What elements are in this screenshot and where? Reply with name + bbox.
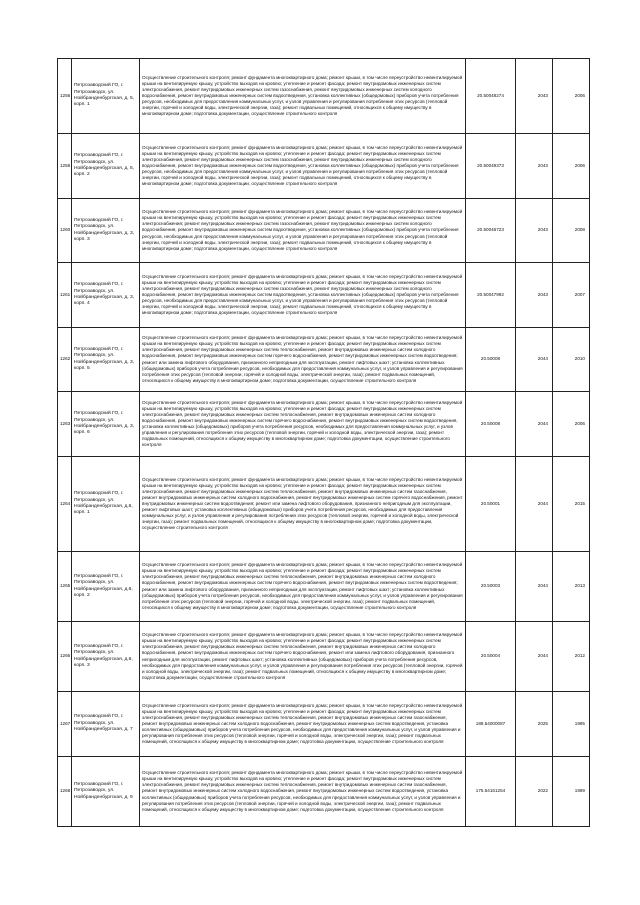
table-row <box>58 59 590 134</box>
repair-year-cell: 2022 <box>516 757 553 827</box>
works-description-cell: Осуществление строительного контроля; ремонт фундамента многоквартирного дома; ремонт крыши, в том числе переустройство невентилируемой крыши на вентилируемую крышу, устройство выходов на кровлю; утепление и ремонт фасада; ремонт внутридомовых инженерных систем электроснабжения, ремонт внутридомовых инженерных систем теплоснабжения, ремонт внутридомовых инженерных систем холодного водоснабжения, ремонт внутридомовых инженерных систем горячего водоснабжения, ремонт внутридомовых инженерных систем водоотведения, установка коллективных (общедомовых) приборов учета потребления ресурсов, необходимых для предоставления коммунальных услуг, и узлов управления и регулирования потребления этих ресурсов (тепловой энергии, горячей и холодной воды, электрической энергии, газа); ремонт подвальных помещений, относящихся к общему имуществу в многоквартирном доме; подготовка документации, осуществление строительного контроля <box>140 392 466 457</box>
address-cell: Петрозаводский ГО, г. Петрозаводск, ул. Нойбранденбургская, д. 5, корп. 2 <box>72 134 140 199</box>
building-code-cell: 20.50004 <box>466 622 516 692</box>
repair-year-cell: 2044 <box>516 622 553 692</box>
address-cell: Петрозаводский ГО, г. Петрозаводск, ул. Нойбранденбургская, д.6, корп. 3 <box>72 622 140 692</box>
table-body <box>58 59 590 827</box>
table-row <box>58 328 590 392</box>
build-year-cell: 2015 <box>553 457 590 552</box>
works-description-cell: Осуществление строительного контроля; ремонт фундамента многоквартирного дома; ремонт крыши, в том числе переустройство невентилируемой крыши на вентилируемую крышу, устройство выходов на кровлю; утепление и ремонт фасада; ремонт внутридомовых инженерных систем электроснабжения, ремонт внутридомовых инженерных систем теплоснабжения, ремонт внутридомовых инженерных систем газоснабжения, ремонт внутридомовых инженерных систем холодного водоснабжения, ремонт внутридомовых инженерных систем горячего водоснабжения, ремонт внутридомовых инженерных систем водоотведения; ремонт или замена лифтового оборудования, признанного непригодным для эксплуатации, ремонт лифтовых шахт; установка коллективных (общедомовых) приборов учета потребления ресурсов, необходимых для предоставления коммунальных услуг, и узлов управления и регулирования потребления этих ресурсов (тепловой энергии, горячей и холодной воды, электрической энергии, газа); ремонт подвальных помещений, относящихся к общему имуществу в многоквартирном доме; подготовка документации, осуществление строительного контроля <box>140 457 466 552</box>
works-description-cell: Осуществление строительного контроля; ремонт фундамента многоквартирного дома; ремонт крыши, в том числе переустройство невентилируемой крыши на вентилируемую крышу, устройство выходов на кровлю; утепление и ремонт фасада; ремонт внутридомовых инженерных систем электроснабжения; ремонт внутридомовых инженерных систем газоснабжения, ремонт внутридомовых инженерных систем холодного водоснабжения, ремонт внутридомовых инженерных систем водоотведения, установка коллективных (общедомовых) приборов учета потребления ресурсов, необходимых для предоставления коммунальных услуг, и узлов управления и регулирования потребления этих ресурсов (тепловой энергии, горячей и холодной воды, электрической энергии, газа); ремонт подвальных помещений, относящихся к общему имуществу в многоквартирном доме; подготовка документации, осуществление строительного контроля <box>140 199 466 263</box>
build-year-cell: 2006 <box>553 59 590 134</box>
works-description-cell: Осуществление строительного контроля; ремонт фундамента многоквартирного дома; ремонт крыши, в том числе переустройство невентилируемой крыши на вентилируемую крышу, устройство выходов на кровлю; утепление и ремонт фасада; ремонт внутридомовых инженерных систем электроснабжения, ремонт внутридомовых инженерных систем теплоснабжения, ремонт внутридомовых инженерных систем газоснабжения, ремонт внутридомовых инженерных систем холодного водоснабжения, ремонт внутридомовых инженерных систем водоотведения, установка коллективных (общедомовых) приборов учета потребления ресурсов, необходимых для предоставления коммунальных услуг, и узлов управления и регулирования потребления этих ресурсов (тепловой энергии, горячей и холодной воды, электрической энергии, газа); ремонт подвальных помещений, относящихся к общему имуществу в многоквартирном доме; подготовка документации, осуществление строительного контроля <box>140 757 466 827</box>
table-row <box>58 552 590 622</box>
address-cell: Петрозаводский ГО, г. Петрозаводск, ул. Нойбранденбургская, д.6, корп. 2 <box>72 552 140 622</box>
build-year-cell: 1989 <box>553 757 590 827</box>
works-description-cell: Осуществление строительного контроля; ремонт фундамента многоквартирного дома; ремонт крыши, в том числе переустройство невентилируемой крыши на вентилируемую крышу, устройство выходов на кровлю; утепление и ремонт фасада; ремонт внутридомовых инженерных систем электроснабжения, ремонт внутридомовых инженерных систем теплоснабжения, ремонт внутридомовых инженерных систем газоснабжения, ремонт внутридомовых инженерных систем холодного водоснабжения, ремонт внутридомовых инженерных систем водоотведения, установка коллективных (общедомовых) приборов учета потребления ресурсов, необходимых для предоставления коммунальных услуг, и узлов управления и регулирования потребления этих ресурсов (тепловой энергии, горячей и холодной воды, электрической энергии, газа); ремонт подвальных помещений, относящихся к общему имуществу в многоквартирном доме; подготовка документации, осуществление строительного контроля <box>140 692 466 757</box>
row-number: 1256 <box>58 59 72 134</box>
repair-year-cell: 2043 <box>516 59 553 134</box>
address-cell: Петрозаводский ГО, г. Петрозаводск, ул. Нойбранденбургская, д. 9 <box>72 757 140 827</box>
building-code-cell: 20.50047992 <box>466 263 516 328</box>
building-code-cell: 175.54161254 <box>466 757 516 827</box>
address-cell: Петрозаводский ГО, г. Петрозаводск, ул. Нойбранденбургская, д. 3, корп. 5 <box>72 328 140 392</box>
row-number: 1261 <box>58 263 72 328</box>
building-code-cell: 20.50048274 <box>466 59 516 134</box>
repair-year-cell: 2043 <box>516 263 553 328</box>
row-number: 1266 <box>58 622 72 692</box>
row-number: 1264 <box>58 457 72 552</box>
row-number: 1260 <box>58 199 72 263</box>
repair-year-cell: 2043 <box>516 199 553 263</box>
table-row <box>58 457 590 552</box>
row-number: 1262 <box>58 328 72 392</box>
build-year-cell: 2006 <box>553 392 590 457</box>
row-number: 1268 <box>58 757 72 827</box>
address-cell: Петрозаводский ГО, г. Петрозаводск, ул. Нойбранденбургская, д. 3, корп. 4 <box>72 263 140 328</box>
build-year-cell: 1985 <box>553 692 590 757</box>
table-row <box>58 622 590 692</box>
building-code-cell: 188.54000087 <box>466 692 516 757</box>
table-row <box>58 199 590 263</box>
table-row <box>58 134 590 199</box>
build-year-cell: 2006 <box>553 134 590 199</box>
row-number: 1258 <box>58 134 72 199</box>
repair-year-cell: 2025 <box>516 692 553 757</box>
address-cell: Петрозаводский ГО, г. Петрозаводск, ул. Нойбранденбургская, д. 3, корп. 3 <box>72 199 140 263</box>
works-description-cell: Осуществление строительного контроля; ремонт фундамента многоквартирного дома; ремонт крыши, в том числе переустройство невентилируемой крыши на вентилируемую крышу, устройство выходов на кровлю; утепление и ремонт фасада; ремонт внутридомовых инженерных систем электроснабжения, ремонт внутридомовых инженерных систем теплоснабжения, ремонт внутридомовых инженерных систем холодного водоснабжения, ремонт внутридомовых инженерных систем горячего водоснабжения, ремонт или замена лифтового оборудования, признанного непригодным для эксплуатации, ремонт лифтовых шахт; установка коллективных (общедомовых) приборов учета потребления ресурсов, необходимых для предоставления коммунальных услуг, и узлов управления и регулирования потребления этих ресурсов (тепловой энергии, горячей и холодной воды, электрической энергии, газа); ремонт подвальных помещений, относящихся к общему имуществу в многоквартирном доме; подготовка документации, осуществление строительного контроля <box>140 622 466 692</box>
building-code-cell: 20.50003 <box>466 552 516 622</box>
build-year-cell: 2010 <box>553 328 590 392</box>
building-code-cell: 20.50008 <box>466 392 516 457</box>
repair-year-cell: 2043 <box>516 134 553 199</box>
capital-repair-table <box>57 58 590 827</box>
repair-year-cell: 2044 <box>516 392 553 457</box>
build-year-cell: 2007 <box>553 263 590 328</box>
build-year-cell: 2013 <box>553 552 590 622</box>
works-description-cell: Осуществление строительного контроля; ремонт фундамента многоквартирного дома; ремонт крыши, в том числе переустройство невентилируемой крыши на вентилируемую крышу, устройство выходов на кровлю; утепление и ремонт фасада; ремонт внутридомовых инженерных систем электроснабжения, ремонт внутридомовых инженерных систем теплоснабжения, ремонт внутридомовых инженерных систем холодного водоснабжения, ремонт внутридомовых инженерных систем горячего водоснабжения, ремонт внутридомовых инженерных систем водоотведения; ремонт или замена лифтового оборудования, признанного непригодным для эксплуатации, ремонт лифтовых шахт; установка коллективных (общедомовых) приборов учета потребления ресурсов, необходимых для предоставления коммунальных услуг, и узлов управления и регулирования потребления этих ресурсов (тепловой энергии, горячей и холодной воды, электрической энергии, газа); ремонт подвальных помещений, относящихся к общему имуществу в многоквартирном доме; подготовка документации, осуществление строительного контроля <box>140 552 466 622</box>
address-cell: Петрозаводский ГО, г. Петрозаводск, ул. Нойбранденбургская, д. 3, корп. 6 <box>72 392 140 457</box>
address-cell: Петрозаводский ГО, г. Петрозаводск, ул. Нойбранденбургская, д.6, корп. 1 <box>72 457 140 552</box>
address-cell: Петрозаводский ГО, г. Петрозаводск, ул. Нойбранденбургская, д. 7 <box>72 692 140 757</box>
address-cell: Петрозаводский ГО, г. Петрозаводск, ул. Нойбранденбургская, д. 5, корп. 1 <box>72 59 140 134</box>
row-number: 1265 <box>58 552 72 622</box>
building-code-cell: 20.50049373 <box>466 134 516 199</box>
build-year-cell: 2012 <box>553 622 590 692</box>
build-year-cell: 2008 <box>553 199 590 263</box>
building-code-cell: 20.50001 <box>466 457 516 552</box>
works-description-cell: Осуществление строительного контроля; ремонт фундамента многоквартирного дома; ремонт крыши, в том числе переустройство невентилируемой крыши на вентилируемую крышу, устройство выходов на кровлю; утепление и ремонт фасада; ремонт внутридомовых инженерных систем электроснабжения, ремонт внутридомовых инженерных систем теплоснабжения, ремонт внутридомовых инженерных систем холодного водоснабжения, ремонт внутридомовых инженерных систем горячего водоснабжения, ремонт внутридомовых инженерных систем водоотведения; ремонт или замена лифтового оборудования, признанного непригодным для эксплуатации, ремонт лифтовых шахт; установка коллективных (общедомовых) приборов учета потребления ресурсов, необходимых для предоставления коммунальных услуг, и узлов управления и регулирования потребления этих ресурсов (тепловой энергии, горячей и холодной воды, электрической энергии, газа); ремонт подвальных помещений, относящихся к общему имуществу в многоквартирном доме; подготовка документации, осуществление строительного контроля <box>140 328 466 392</box>
table-row <box>58 263 590 328</box>
works-description-cell: Осуществление строительного контроля; ремонт фундамента многоквартирного дома; ремонт крыши, в том числе переустройство невентилируемой крыши на вентилируемую крышу, устройство выходов на кровлю; утепление и ремонт фасада; ремонт внутридомовых инженерных систем электроснабжения, ремонт внутридомовых инженерных систем газоснабжения, ремонт внутридомовых инженерных систем холодного водоснабжения, ремонт внутридомовых инженерных систем водоотведения, установка коллективных (общедомовых) приборов учета потребления ресурсов, необходимых для предоставления коммунальных услуг, и узлов управления и регулирования потребления этих ресурсов (тепловой энергии, горячей и холодной воды, электрической энергии, газа); ремонт подвальных помещений, относящихся к общему имуществу в многоквартирном доме; подготовка документации, осуществление строительного контроля <box>140 59 466 134</box>
works-description-cell: Осуществление строительного контроля; ремонт фундамента многоквартирного дома; ремонт крыши, в том числе переустройство невентилируемой крыши на вентилируемую крышу, устройство выходов на кровлю; утепление и ремонт фасада; ремонт внутридомовых инженерных систем электроснабжения, ремонт внутридомовых инженерных систем газоснабжения, ремонт внутридомовых инженерных систем холодного водоснабжения, ремонт внутридомовых инженерных систем водоотведения, установка коллективных (общедомовых) приборов учета потребления ресурсов, необходимых для предоставления коммунальных услуг, и узлов управления и регулирования потребления этих ресурсов (тепловой энергии, горячей и холодной воды, электрической энергии, газа); ремонт подвальных помещений, относящихся к общему имуществу в многоквартирном доме; подготовка документации, осуществление строительного контроля <box>140 263 466 328</box>
building-code-cell: 20.50046723 <box>466 199 516 263</box>
repair-year-cell: 2044 <box>516 552 553 622</box>
table-row <box>58 392 590 457</box>
table-row <box>58 692 590 757</box>
building-code-cell: 20.50008 <box>466 328 516 392</box>
repair-year-cell: 2044 <box>516 457 553 552</box>
repair-year-cell: 2044 <box>516 328 553 392</box>
table-row <box>58 757 590 827</box>
row-number: 1263 <box>58 392 72 457</box>
works-description-cell: Осуществление строительного контроля; ремонт фундамента многоквартирного дома; ремонт крыши, в том числе переустройство невентилируемой крыши на вентилируемую крышу, устройство выходов на кровлю; утепление и ремонт фасада; ремонт внутридомовых инженерных систем электроснабжения, ремонт внутридомовых инженерных систем газоснабжения, ремонт внутридомовых инженерных систем холодного водоснабжения, ремонт внутридомовых инженерных систем водоотведения, установка коллективных (общедомовых) приборов учета потребления ресурсов, необходимых для предоставления коммунальных услуг, и узлов управления и регулирования потребления этих ресурсов (тепловой энергии, горячей и холодной воды, электрической энергии, газа); ремонт подвальных помещений, относящихся к общему имуществу в многоквартирном доме; подготовка документации, осуществление строительного контроля <box>140 134 466 199</box>
row-number: 1267 <box>58 692 72 757</box>
